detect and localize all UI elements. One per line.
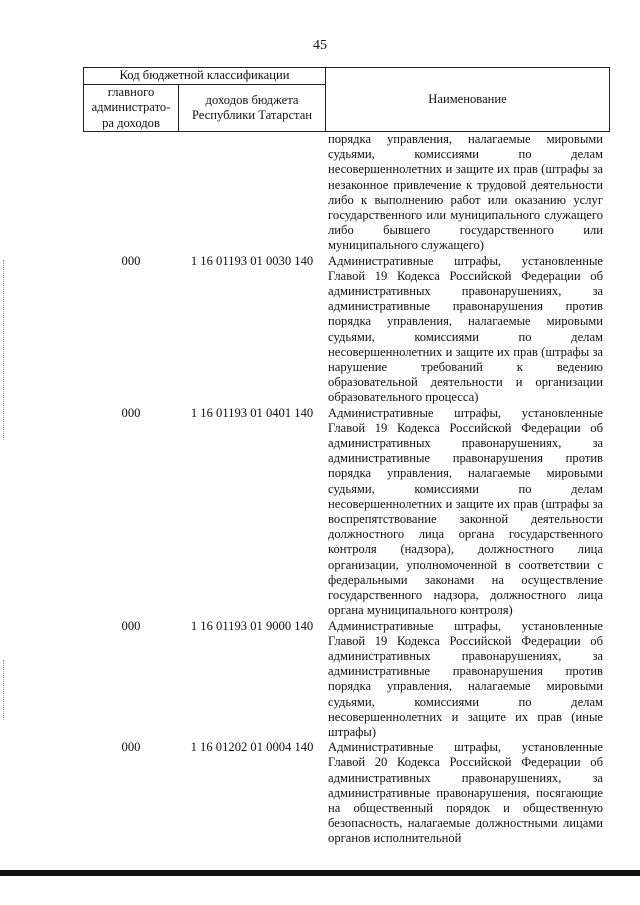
name-cell: порядка управления, налагаемые мировыми судьями, комиссиями по делам несовершеннолетних и защите их прав (штрафы за незаконное привлечение к трудовой деятельности либо к выполнению работ или оказанию услуг государственного или муниципального служащего либо бывшего государственного или муниципального служащего) <box>328 132 604 253</box>
income-code-cell: 1 16 01193 01 9000 140 <box>190 618 314 633</box>
header-income-code: доходов бюджета Республики Татарстан <box>179 85 326 132</box>
name-cell: Административные штрафы, установленные Главой 19 Кодекса Российской Федерации об административных правонарушениях, за административные правонарушения против порядка управления, налагаемые мировыми судьями, комиссиями по делам несовершеннолетних и защите их прав (иные штрафы) <box>328 618 604 739</box>
table-row <box>84 132 610 254</box>
admin-code-cell: 000 <box>121 253 141 268</box>
income-code-cell: 1 16 01193 01 0030 140 <box>190 253 314 268</box>
header-name: Наименование <box>326 68 610 132</box>
income-code-cell <box>179 132 326 254</box>
scan-margin-mark <box>3 260 6 440</box>
table-row <box>84 254 610 406</box>
table-row <box>84 619 610 741</box>
scan-margin-mark <box>3 660 6 720</box>
name-cell: Административные штрафы, установленные Главой 20 Кодекса Российской Федерации об административных правонарушениях, за административные правонарушения, посягающие на общественный порядок и общественную безопасность, налагаемые должностными лицами органов исполнительной <box>328 740 604 846</box>
scan-bottom-border <box>0 870 640 876</box>
header-budget-code-group: Код бюджетной классификации <box>84 68 326 85</box>
admin-code-cell: 000 <box>121 740 141 755</box>
income-code-cell: 1 16 01193 01 0401 140 <box>190 405 314 420</box>
admin-code-cell: 000 <box>121 618 141 633</box>
admin-code-cell <box>84 132 179 254</box>
budget-classification-table <box>83 67 610 847</box>
name-cell: Административные штрафы, установленные Главой 19 Кодекса Российской Федерации об административных правонарушениях, за административные правонарушения против порядка управления, налагаемые мировыми судьями, комиссиями по делам несовершеннолетних и защите их прав (штрафы за воспрепятствование законной деятельности должностного лица органа государственного контроля (надзора), должностного лица организации, уполномоченной в соответствии с федеральными законами на осуществление государственного надзора, должностного лица органа муниципального контроля) <box>328 405 604 618</box>
table-row <box>84 406 610 619</box>
income-code-cell: 1 16 01202 01 0004 140 <box>190 740 314 755</box>
table-row <box>84 740 610 846</box>
header-admin-code: главного администрато-ра доходов <box>84 85 179 132</box>
admin-code-cell: 000 <box>121 405 141 420</box>
name-cell: Административные штрафы, установленные Главой 19 Кодекса Российской Федерации об административных правонарушениях, за административные правонарушения против порядка управления, налагаемые мировыми судьями, комиссиями по делам несовершеннолетних и защите их прав (штрафы за нарушение требований к ведению образовательной деятельности и организации образовательного процесса) <box>328 253 604 405</box>
page-number: 45 <box>313 38 327 53</box>
